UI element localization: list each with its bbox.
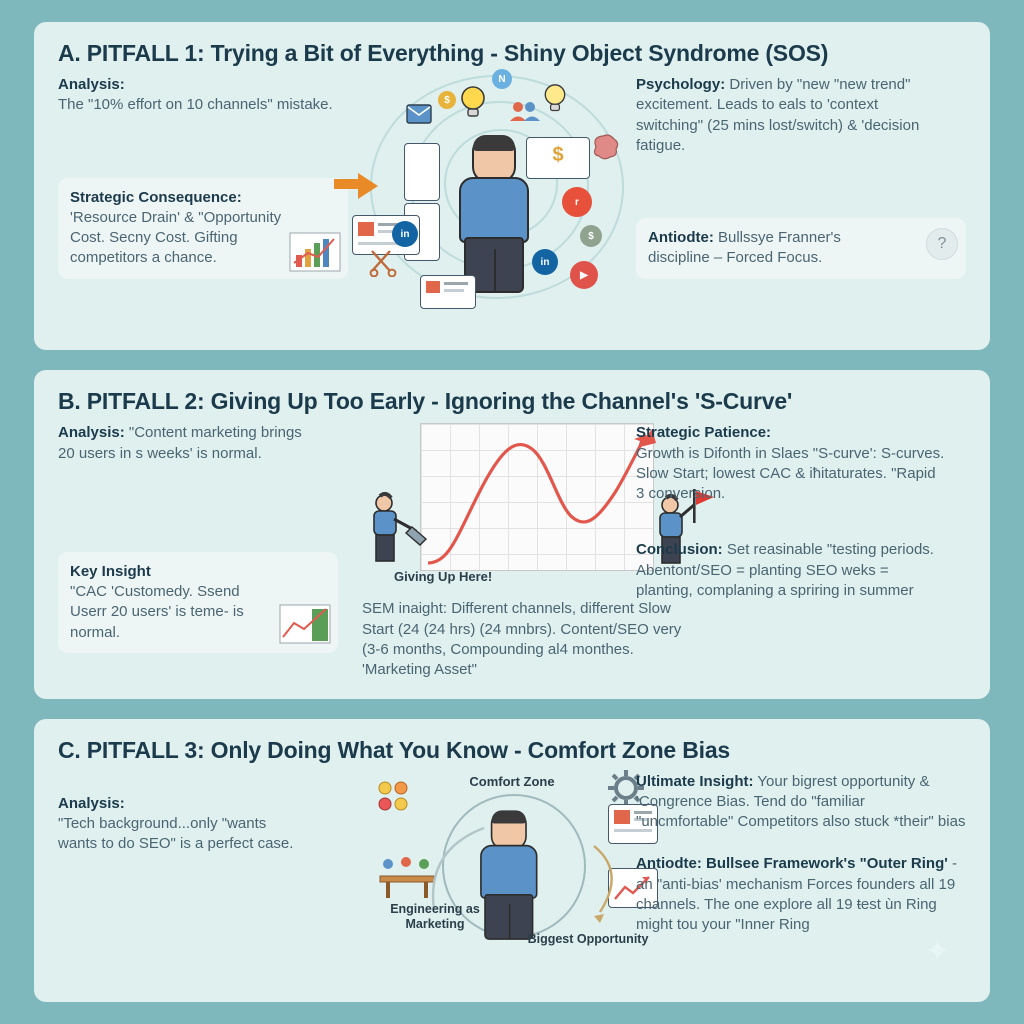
sem-insight-note: SEM inaight: Different channels, different Slow Start (24 (24 hrs) (24 mnbrs). Content/SEO very (3-6 months, Compounding al4 monthes. 'Marketing Asset" (362, 600, 682, 678)
antidote-label-1: Antiodte: (648, 229, 714, 246)
play-video-icon: ▶ (570, 261, 598, 289)
pitfall-1-illustration (358, 75, 626, 331)
orange-arrow-left-icon (358, 173, 378, 199)
dollar-badge-icon: $ (580, 225, 602, 247)
mail-icon (406, 103, 432, 125)
panel-pitfall-1 (34, 22, 990, 350)
strategic-consequence-card (58, 178, 348, 279)
conclusion-block (636, 540, 946, 601)
analysis-text-3: "Tech background...only "wants wants to do SEO" is a perfect case. (58, 814, 294, 852)
page-title-pitfall-1: A. PITFALL 1: Trying a Bit of Everything - Shiny Object Syndrome (SOS) (58, 40, 829, 66)
pitfall-1-left-column (58, 75, 348, 331)
users-icon (508, 99, 542, 123)
key-insight-label: Key Insight (70, 562, 151, 580)
strategic-patience-label: Strategic Patience: (636, 424, 772, 442)
person-overwhelmed-figure (454, 137, 534, 287)
psychology-block (636, 75, 936, 156)
strategic-patience-text: Growth is Difonth in Slaes "S-curve': S-curves. Slow Start; lowest CAC & iħitaturates. "Rapid 3 conversion. (636, 444, 945, 502)
antidote-block-3 (636, 854, 966, 935)
analysis-text-1: The "10% effort on 10 channels" mistake. (58, 96, 333, 114)
help-icon[interactable]: ? (926, 228, 958, 260)
comfort-zone-illustration (358, 772, 649, 984)
idea-bulb-icon (456, 83, 490, 123)
strategic-patience-block (636, 423, 946, 504)
antidote-card-1 (636, 218, 966, 279)
dollar-sign-board: $ (526, 137, 590, 179)
pitfall-1-right-column (636, 75, 966, 331)
antidote-text-1: Bullssye Franner's discipline – Forced Focus. (648, 229, 841, 267)
pitfall-2-right-column (636, 423, 966, 679)
ultimate-insight-text: Your bigrest opportunity & 'Congrence Bias. Tend do "familiar "uncmfortable" Competitors also stuck *their" bias (636, 772, 966, 830)
outer-ring-emphasis: Bullsee Framework's "Outer Ring' (706, 855, 948, 873)
giving-up-caption: Giving Up Here! (394, 569, 493, 585)
reddit-icon: r (562, 187, 592, 217)
analysis-block-2 (58, 423, 308, 464)
page-title-pitfall-3: C. PITFALL 3: Only Doing What You Know - Comfort Zone Bias (58, 736, 730, 763)
person-torso (459, 177, 529, 243)
engineering-as-marketing-label: Engineering as Marketing (390, 901, 480, 932)
antidote-label-3: Antiodte: (636, 855, 702, 873)
ad-card-icon (420, 275, 476, 309)
idea-bulb-icon-2 (540, 81, 570, 117)
trend-chart-icon (278, 603, 332, 645)
key-insight-card (58, 552, 338, 653)
analysis-block-3 (58, 794, 308, 855)
psychology-label: Psychology: (636, 76, 726, 93)
analysis-block-1 (58, 75, 348, 116)
smartphone-icon (404, 143, 440, 201)
psychology-text: Driven by "new "new trend" excitement. Leads to eals to 'context switching" (25 mins lost/switch) & 'decision fatigue. (636, 76, 920, 154)
new-badge-icon: N (492, 69, 512, 89)
key-insight-text: "CAC 'Customedy. Ssend Userr 20 users' is teme- is normal. (70, 583, 244, 641)
conclusion-label: Conclusion: (636, 541, 723, 559)
orange-arrow-tail (334, 179, 358, 189)
ultimate-insight-block (636, 772, 966, 833)
brain-icon (590, 133, 620, 161)
sparkle-icon: ✦ (924, 935, 950, 969)
person-hair (473, 135, 515, 151)
biggest-opportunity-label: Biggest Opportunity (527, 931, 649, 946)
panel-pitfall-3 (34, 719, 990, 1003)
strategic-consequence-text: 'Resource Drain' & "Opportunity Cost. Secny Cost. Gifting competitors a chance. (70, 208, 282, 267)
coin-icon: $ (438, 91, 456, 109)
analysis-text-2: "Content marketing brings 20 users in s weeks' is normal. (58, 424, 302, 462)
linkedin-icon-2: in (532, 249, 558, 275)
conclusion-text: Set reasinable "testing periods. Abentont/SEO = planting SEO weks = planting, complaning a spriring in summer (636, 541, 934, 599)
analysis-label-3: Analysis: (58, 794, 125, 812)
pitfall-2-left-column (58, 423, 348, 679)
ultimate-insight-label: Ultimate Insight: (636, 772, 754, 790)
digging-person-figure (350, 489, 434, 573)
page-title-pitfall-2: B. PITFALL 2: Giving Up Too Early - Ignoring the Channel's 'S-Curve' (58, 388, 793, 415)
pitfall-3-right-column (636, 772, 966, 984)
scissors-icon (368, 247, 398, 277)
antidote-text-3: - an "anti-bias' mechanism Forces founders all 19 channels. The one explore all 19 ŧest ùn Ring might tou your "Inner Ring (636, 855, 957, 933)
strategic-consequence-label: Strategic Consequence: (70, 188, 242, 206)
pitfall-3-left-column (58, 772, 348, 984)
panel-pitfall-2 (34, 370, 990, 698)
comfort-zone-label: Comfort Zone (469, 773, 555, 789)
analysis-label-2: Analysis: (58, 424, 125, 442)
s-curve-line (420, 413, 670, 573)
linkedin-icon: in (392, 221, 418, 247)
growth-chart-icon (288, 231, 342, 273)
analysis-label-1: Analysis: (58, 76, 125, 93)
